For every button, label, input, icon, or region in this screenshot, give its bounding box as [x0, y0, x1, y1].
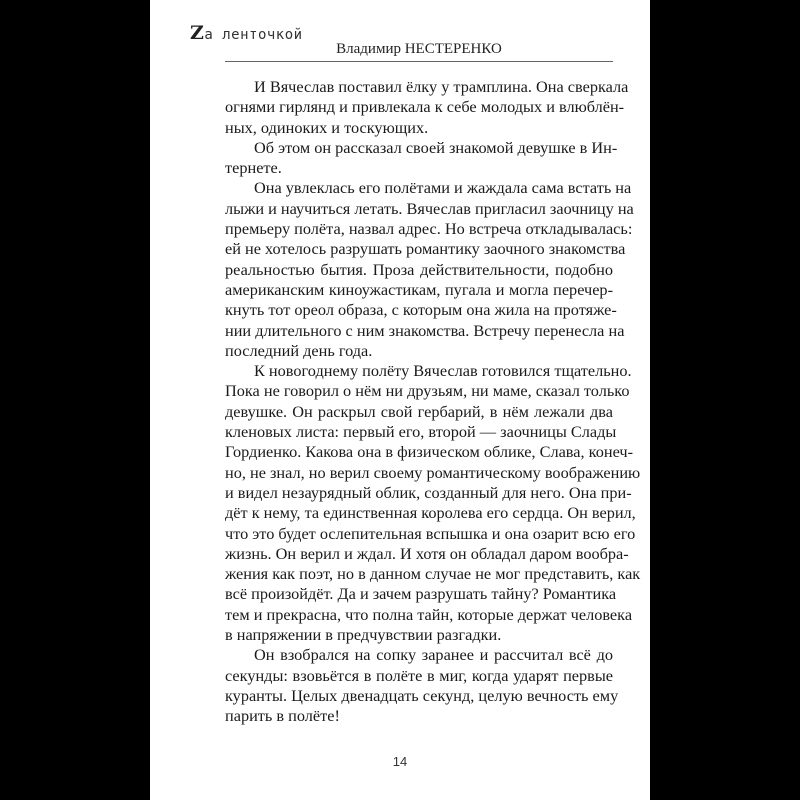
- page-number: 14: [392, 754, 408, 769]
- header-rule: [225, 61, 613, 62]
- text-line: кнуть тот ореол образа, с которым она жила на протяже-: [225, 300, 617, 320]
- text-line: лыжи и научиться летать. Вячеслав пригласил заочницу на: [225, 198, 634, 218]
- text-line: жизнь. Он верил и ждал. И хотя он обладал даром вообра-: [225, 543, 629, 563]
- running-title-initial: Z: [190, 22, 205, 44]
- author-name: Владимир НЕСТЕРЕНКО: [336, 41, 502, 57]
- text-line: Об этом он рассказал своей знакомой девушке в Ин-: [254, 137, 618, 157]
- text-line: реальностью бытия. Проза действительности, подобно: [225, 259, 613, 279]
- text-line: Гордиенко. Какова она в физическом облике, Слава, конеч-: [225, 442, 634, 462]
- body-text: [225, 77, 641, 727]
- running-title-text: а ленточкой: [204, 27, 303, 43]
- text-line: кленовых листа: первый его, второй — заочницы Слады: [225, 422, 617, 442]
- book-page: [150, 0, 650, 800]
- text-line: премьеру полёта, назвал адрес. Но встреча откладывалась:: [225, 219, 633, 239]
- text-line: Пока не говорил о нём ни друзьям, ни маме, сказал только: [225, 381, 630, 401]
- text-line: американским киноужастикам, пугала и могла перечер-: [225, 279, 613, 299]
- text-line: тем и прекрасна, что полна тайн, которые держат человека: [225, 604, 633, 624]
- text-line: дёт к нему, та единственная королева его сердца. Он верил,: [225, 503, 636, 523]
- text-line: куранты. Целых двенадцать секунд, целую вечность ему: [225, 685, 619, 705]
- text-line: Она увлеклась его полётами и жаждала сама встать на: [254, 178, 632, 198]
- text-line: ных, одиноких и тоскующих.: [225, 117, 429, 137]
- text-line: что это будет ослепительная вспышка и она озарит всю его: [225, 523, 636, 543]
- text-line: Он взобрался на сопку заранее и рассчитал всё до: [254, 645, 613, 665]
- text-line: всё произойдёт. Да и зачем разрушать тайну? Романтика: [225, 584, 617, 604]
- text-line: последний день года.: [225, 340, 373, 360]
- text-line: но, не знал, но верил своему романтическому воображению: [225, 462, 641, 482]
- text-line: И Вячеслав поставил ёлку у трамплина. Она сверкала: [254, 77, 629, 96]
- text-line: девушке. Он раскрыл свой гербарий, в нём лежали два: [225, 401, 613, 421]
- text-line: секунды: взовьётся в полёте в миг, когда ударят первые: [225, 665, 613, 685]
- text-line: огнями гирлянд и привлекала к себе молодых и влюблён-: [225, 97, 625, 117]
- text-line: жения как поэт, но в данном случае не мог представить, как: [225, 564, 641, 584]
- text-line: ей не хотелось разрушать романтику заочного знакомства: [225, 239, 626, 259]
- text-line: в напряжении в предчувствии разгадки.: [225, 625, 502, 645]
- text-line: тернете.: [225, 158, 282, 178]
- text-line: К новогоднему полёту Вячеслав готовился тщательно.: [254, 361, 632, 381]
- text-line: парить в полёте!: [225, 706, 340, 726]
- text-line: и видел незаурядный облик, созданный для него. Она при-: [225, 482, 632, 502]
- text-line: нии длительного с ним знакомства. Встречу перенесла на: [225, 320, 625, 340]
